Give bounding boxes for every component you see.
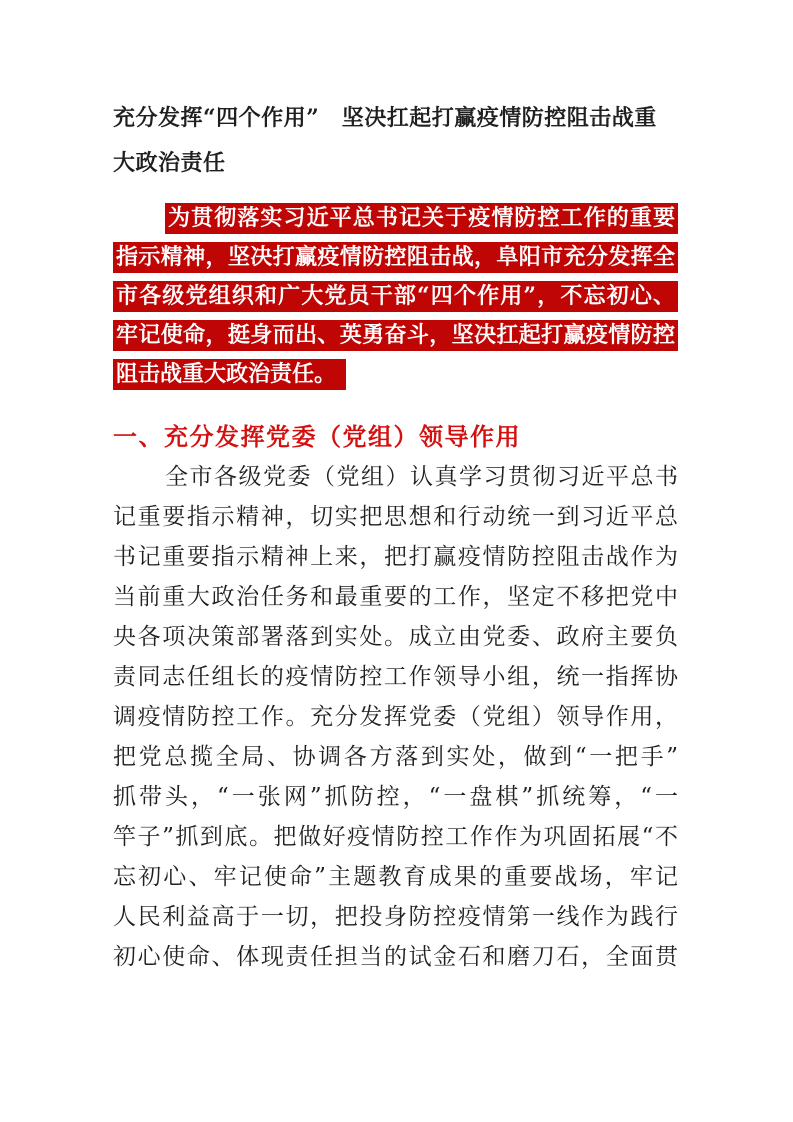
body-line: 当前重大政治任务和最重要的工作，坚定不移把党中 bbox=[113, 584, 678, 610]
body-line: 书记重要指示精神上来，把打赢疫情防控阻击战作为 bbox=[113, 544, 678, 570]
highlight-line-text: 指示精神，坚决打赢疫情防控阻击战，阜阳市充分发挥全 bbox=[113, 242, 678, 273]
highlight-line bbox=[113, 199, 678, 238]
title-line: 充分发挥“四个作用” 坚决扛起打赢疫情防控阻击战重 bbox=[113, 105, 657, 131]
highlight-line-text: 牢记使命，挺身而出、英勇奋斗，坚决扛起打赢疫情防控 bbox=[113, 320, 678, 351]
body-line: 忘初心、牢记使命”主题教育成果的重要战场，牢记 bbox=[113, 864, 678, 890]
highlight-line bbox=[113, 355, 678, 394]
body-line: 把党总揽全局、协调各方落到实处，做到“一把手” bbox=[113, 744, 678, 770]
title-line: 大政治责任 bbox=[113, 150, 226, 176]
body-line: 抓带头，“一张网”抓防控，“一盘棋”抓统筹，“一 bbox=[113, 784, 678, 810]
body-line: 全市各级党委（党组）认真学习贯彻习近平总书 bbox=[165, 464, 678, 490]
body-line: 人民利益高于一切，把投身防控疫情第一线作为践行 bbox=[113, 904, 678, 930]
section-heading: 一、充分发挥党委（党组）领导作用 bbox=[113, 422, 521, 451]
highlight-line bbox=[113, 238, 678, 277]
highlight-line-text: 为贯彻落实习近平总书记关于疫情防控工作的重要 bbox=[165, 203, 678, 234]
highlighted-paragraph bbox=[113, 199, 678, 394]
document-title bbox=[113, 96, 678, 186]
body-line: 初心使命、体现责任担当的试金石和磨刀石，全面贯 bbox=[113, 944, 678, 970]
highlight-line-text: 市各级党组织和广大党员干部“四个作用”，不忘初心、 bbox=[113, 281, 678, 312]
body-line: 责同志任组长的疫情防控工作领导小组，统一指挥协 bbox=[113, 664, 678, 690]
body-line: 竿子”抓到底。把做好疫情防控工作作为巩固拓展“不 bbox=[113, 824, 678, 850]
highlight-line bbox=[113, 277, 678, 316]
highlight-line-text: 阻击战重大政治责任。 bbox=[113, 359, 346, 390]
body-line: 调疫情防控工作。充分发挥党委（党组）领导作用， bbox=[113, 704, 678, 730]
body-paragraph bbox=[113, 457, 678, 977]
body-line: 央各项决策部署落到实处。成立由党委、政府主要负 bbox=[113, 624, 678, 650]
highlight-line bbox=[113, 316, 678, 355]
body-line: 记重要指示精神，切实把思想和行动统一到习近平总 bbox=[113, 504, 678, 530]
